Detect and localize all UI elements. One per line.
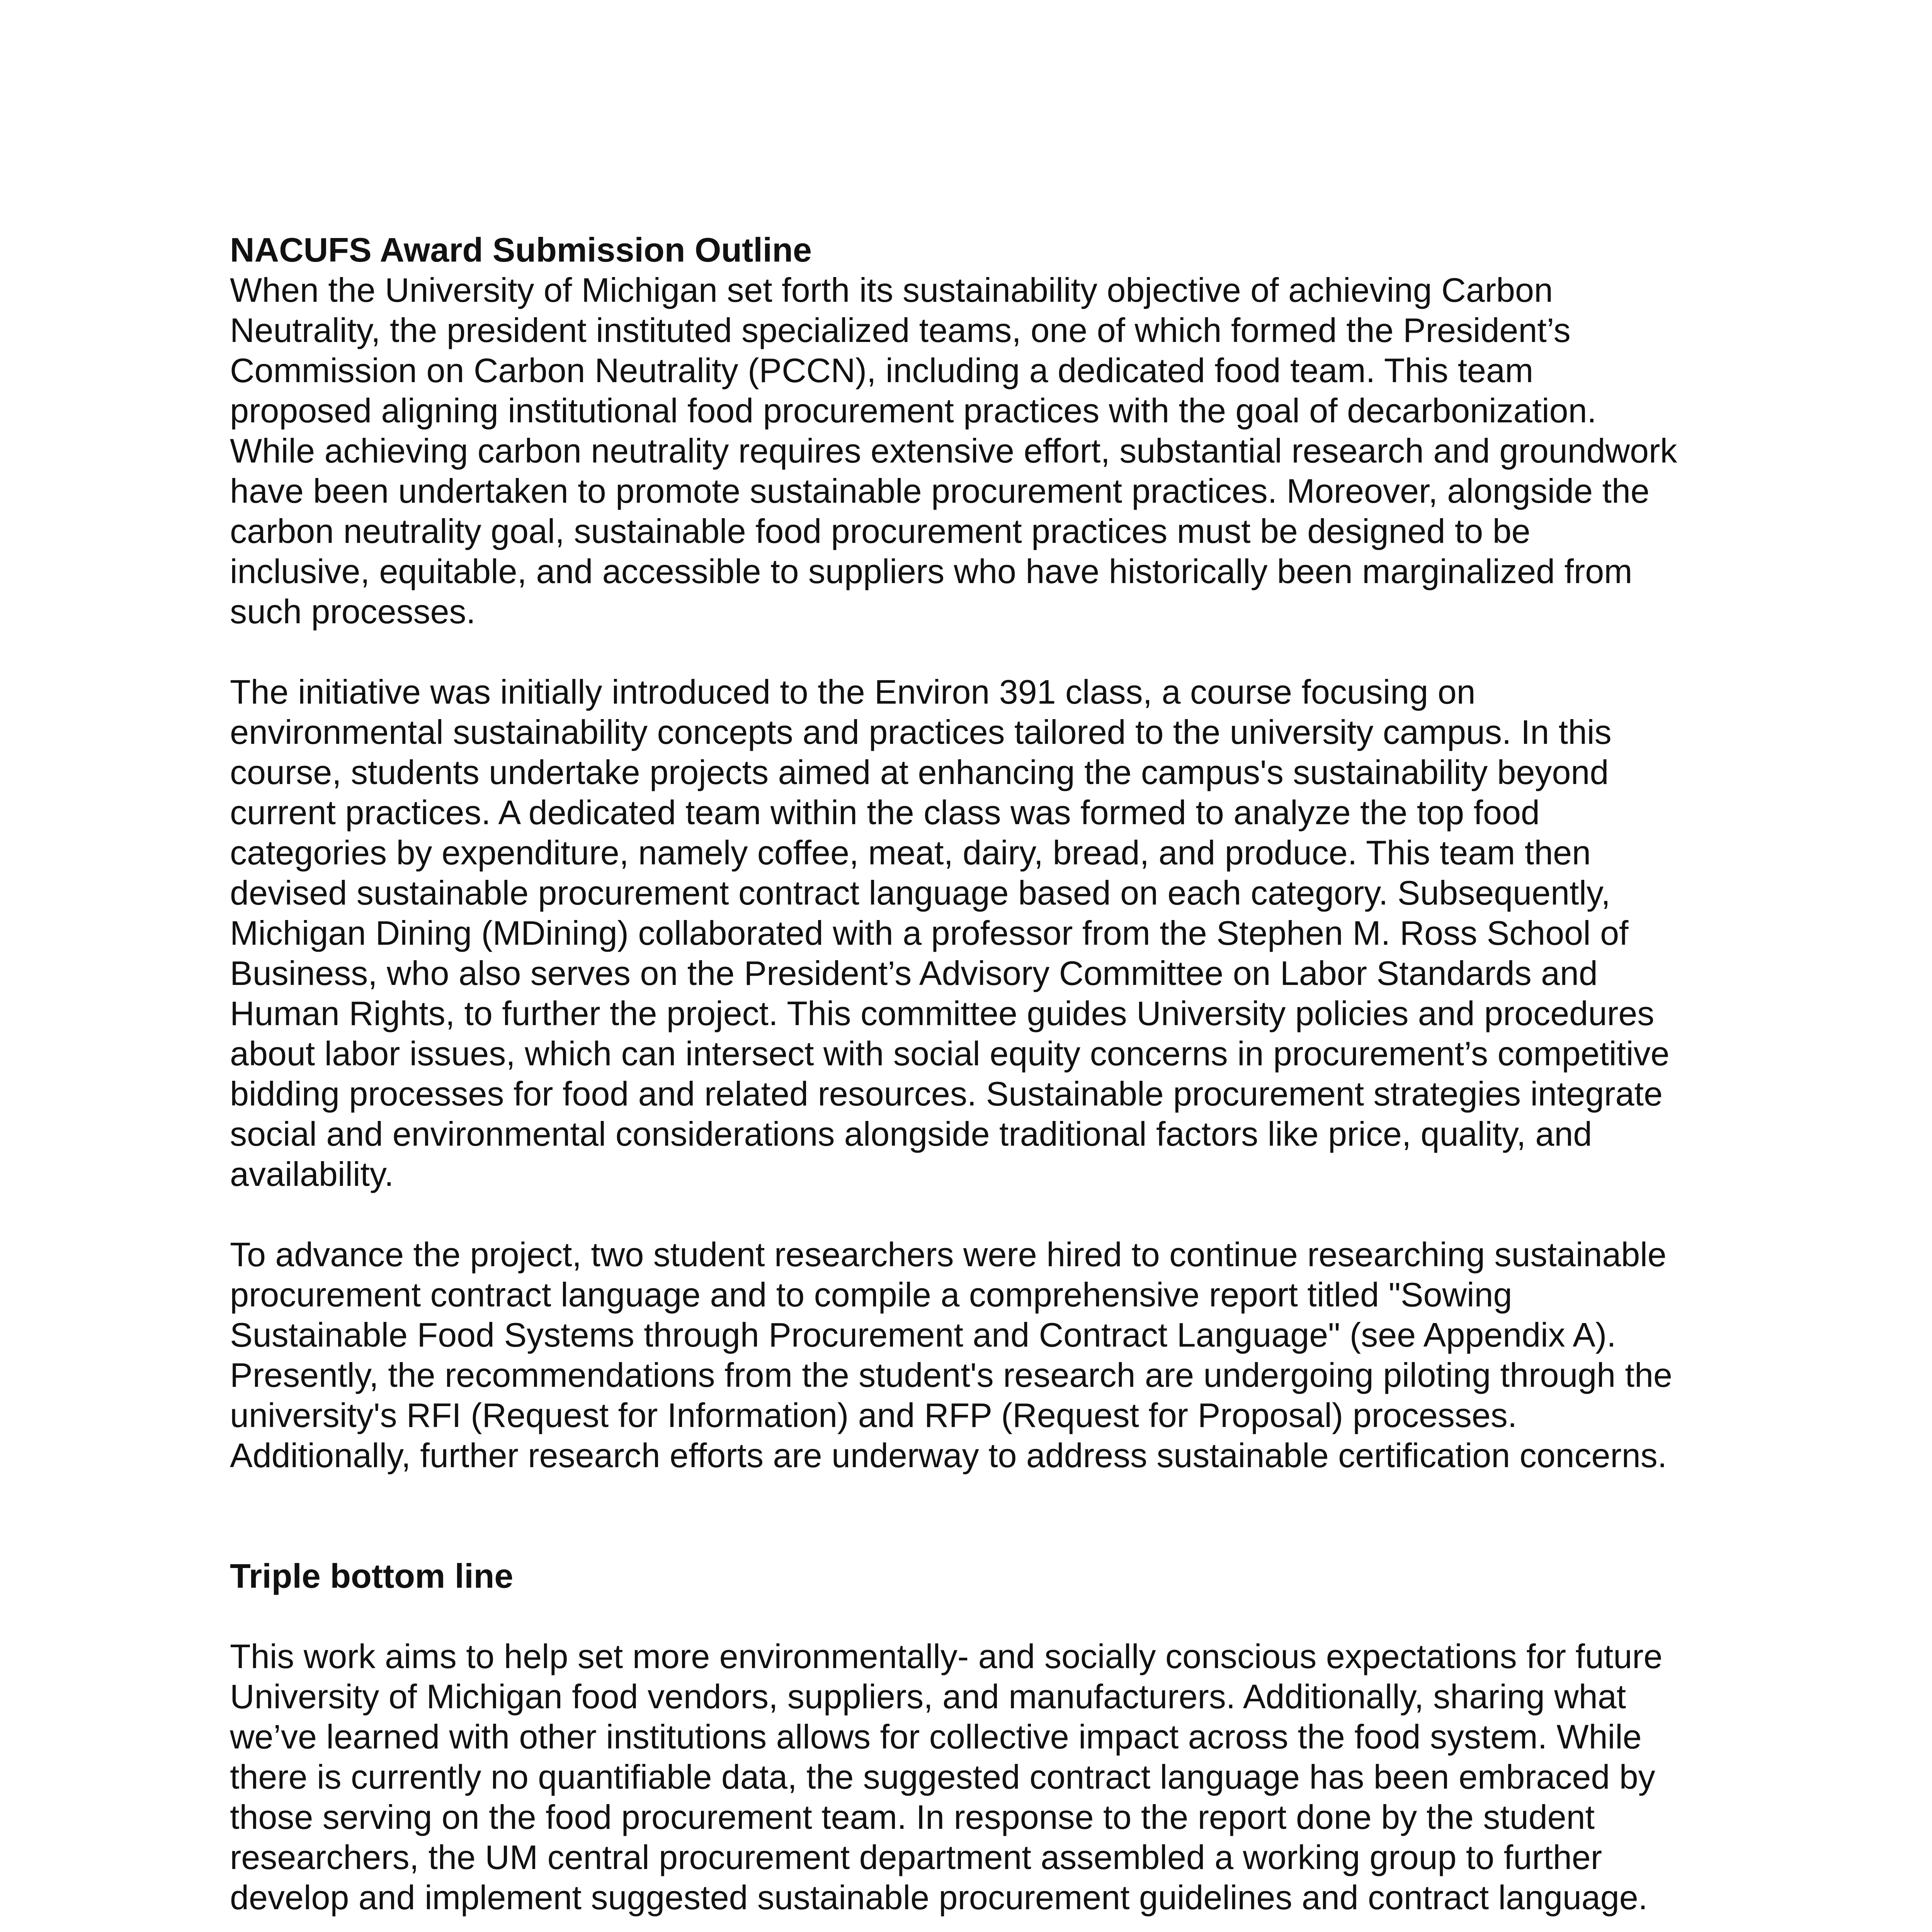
paragraph-line: course, students undertake projects aimed at enhancing the campus's sustainability beyond	[230, 753, 1609, 791]
paragraph-line: researchers, the UM central procurement department assembled a working group to further	[230, 1838, 1602, 1876]
paragraph-line: When the University of Michigan set forth its sustainability objective of achieving Carbon	[230, 271, 1553, 309]
paragraph-spacer	[230, 632, 1760, 672]
section-spacer	[230, 1476, 1760, 1556]
paragraph-line: inclusive, equitable, and accessible to suppliers who have historically been marginalized from	[230, 552, 1633, 590]
paragraph-line: develop and implement suggested sustainable procurement guidelines and contract language.	[230, 1878, 1648, 1917]
paragraph-spacer	[230, 1194, 1760, 1235]
paragraph-line: To advance the project, two student researchers were hired to continue researching sustainable	[230, 1235, 1667, 1274]
paragraph-spacer	[230, 1918, 1760, 1932]
paragraph-line: Presently, the recommendations from the student's research are undergoing piloting through the	[230, 1356, 1672, 1394]
paragraph-line: Commission on Carbon Neutrality (PCCN), including a dedicated food team. This team	[230, 351, 1534, 389]
paragraph-line: devised sustainable procurement contract language based on each category. Subsequently,	[230, 874, 1611, 912]
paragraph-line: Michigan Dining (MDining) collaborated with a professor from the Stephen M. Ross School of	[230, 914, 1629, 952]
paragraph-line: procurement contract language and to compile a comprehensive report titled "Sowing	[230, 1276, 1512, 1314]
paragraph-line: those serving on the food procurement team. In response to the report done by the student	[230, 1798, 1595, 1836]
paragraph-line: we’ve learned with other institutions allows for collective impact across the food system. While	[230, 1718, 1642, 1756]
paragraph-line: there is currently no quantifiable data, the suggested contract language has been embraced by	[230, 1758, 1655, 1796]
paragraph-line: Sustainable Food Systems through Procurement and Contract Language" (see Appendix A).	[230, 1316, 1616, 1354]
paragraph-line: Neutrality, the president instituted specialized teams, one of which formed the President’s	[230, 311, 1571, 349]
paragraph-line: While achieving carbon neutrality requires extensive effort, substantial research and groundwork	[230, 432, 1677, 470]
paragraph-line: This work aims to help set more environmentally- and socially conscious expectations for future	[230, 1637, 1663, 1675]
paragraph-line: environmental sustainability concepts and practices tailored to the university campus. In this	[230, 713, 1612, 751]
paragraph-line: categories by expenditure, namely coffee, meat, dairy, bread, and produce. This team then	[230, 833, 1591, 872]
paragraph-line: availability.	[230, 1155, 394, 1193]
research-paragraph	[230, 1235, 1760, 1476]
paragraph-line: Business, who also serves on the President’s Advisory Committee on Labor Standards and	[230, 954, 1598, 992]
paragraph-line: have been undertaken to promote sustainable procurement practices. Moreover, alongside the	[230, 472, 1650, 510]
section-heading: Triple bottom line	[230, 1557, 514, 1595]
paragraph-line: university's RFI (Request for Information) and RFP (Request for Proposal) processes.	[230, 1396, 1517, 1434]
paragraph-line: The initiative was initially introduced to the Environ 391 class, a course focusing on	[230, 673, 1476, 711]
intro-paragraph	[230, 270, 1760, 632]
triple-bottom-line-paragraph	[230, 1636, 1760, 1918]
paragraph-line: such processes.	[230, 592, 476, 631]
paragraph-line: bidding processes for food and related resources. Sustainable procurement strategies integrate	[230, 1075, 1663, 1113]
paragraph-line: Human Rights, to further the project. This committee guides University policies and procedures	[230, 994, 1655, 1032]
initiative-paragraph	[230, 672, 1760, 1194]
document-title: NACUFS Award Submission Outline	[230, 231, 812, 269]
paragraph-line: proposed aligning institutional food procurement practices with the goal of decarbonization.	[230, 391, 1597, 430]
paragraph-line: carbon neutrality goal, sustainable food procurement practices must be designed to be	[230, 512, 1531, 550]
paragraph-line: Additionally, further research efforts are underway to address sustainable certification concerns.	[230, 1436, 1667, 1475]
paragraph-spacer	[230, 1596, 1760, 1636]
paragraph-line: current practices. A dedicated team within the class was formed to analyze the top food	[230, 793, 1540, 832]
paragraph-line: University of Michigan food vendors, suppliers, and manufacturers. Additionally, sharing what	[230, 1677, 1626, 1716]
paragraph-line: social and environmental considerations alongside traditional factors like price, quality, and	[230, 1115, 1592, 1153]
paragraph-line: about labor issues, which can intersect with social equity concerns in procurement’s competitive	[230, 1034, 1670, 1073]
document-body	[230, 230, 1760, 1932]
